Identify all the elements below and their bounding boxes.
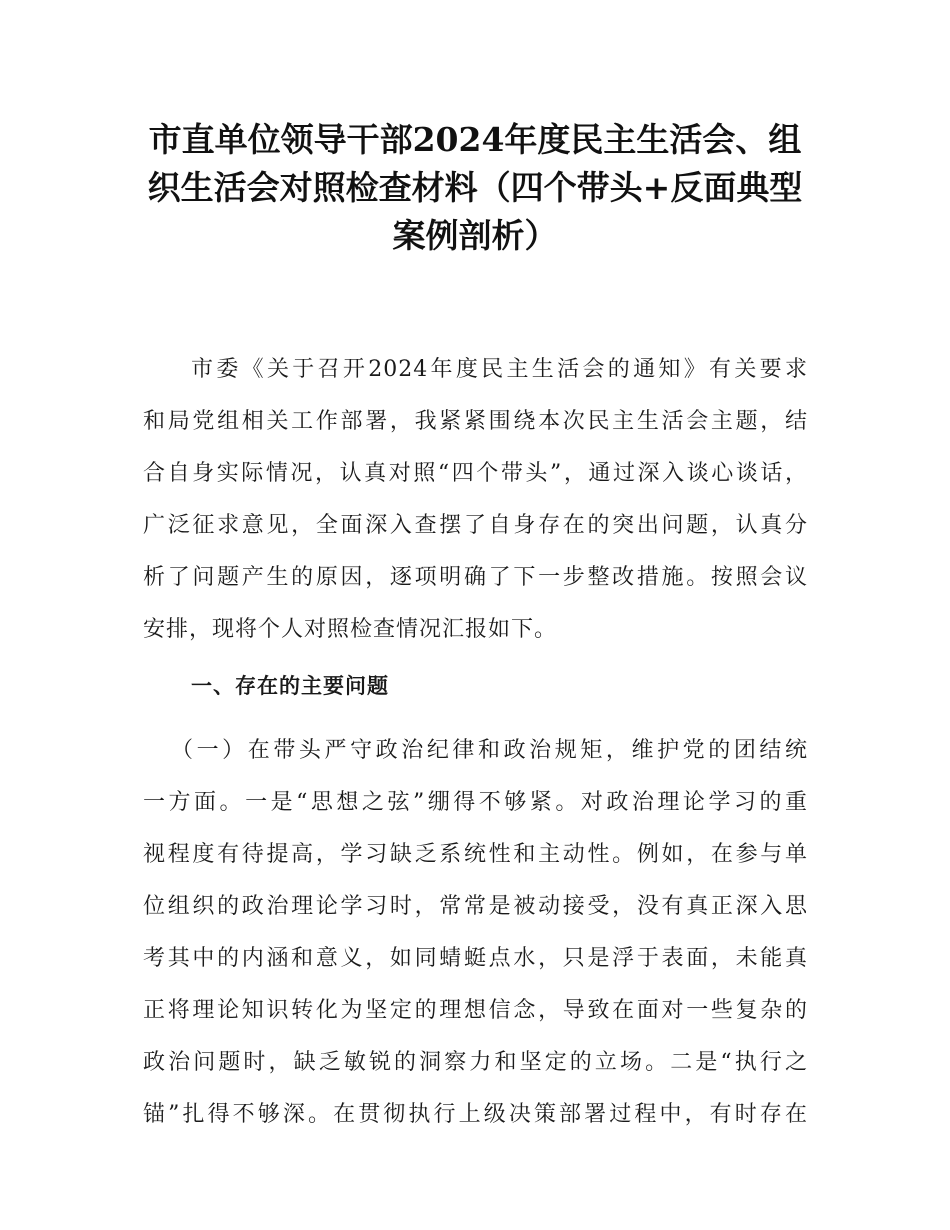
title-line: 市直单位领导干部2024年度民主生活会、组: [148, 120, 802, 159]
paragraph-line: 析了问题产生的原因，逐项明确了下一步整改措施。按照会议: [143, 565, 808, 590]
paragraph-line: 位组织的政治理论学习时，常常是被动接受，没有真正深入思: [143, 894, 808, 919]
section-paragraph: [143, 725, 808, 1141]
paragraph-line: 广泛征求意见，全面深入查摆了自身存在的突出问题，认真分: [143, 513, 808, 538]
paragraph-line: 政治问题时，缺乏敏锐的洞察力和坚定的立场。二是“执行之: [143, 1050, 808, 1075]
paragraph-line: 正将理论知识转化为坚定的理想信念，导致在面对一些复杂的: [143, 998, 808, 1023]
paragraph-line: 视程度有待提高，学习缺乏系统性和主动性。例如，在参与单: [143, 842, 808, 867]
paragraph-line: （一）在带头严守政治纪律和政治规矩，维护党的团结统: [171, 738, 808, 763]
intro-paragraph: [143, 344, 808, 656]
paragraph-line: 和局党组相关工作部署，我紧紧围绕本次民主生活会主题，结: [143, 409, 808, 434]
document-title: [140, 116, 810, 260]
paragraph-line: 考其中的内涵和意义，如同蜻蜓点水，只是浮于表面，未能真: [143, 946, 808, 971]
paragraph-line: 市委《关于召开2024年度民主生活会的通知》有关要求: [191, 357, 808, 382]
title-line: 案例剖析）: [392, 216, 558, 255]
paragraph-line: 安排，现将个人对照检查情况汇报如下。: [143, 617, 558, 642]
paragraph-line: 一方面。一是“思想之弦”绷得不够紧。对政治理论学习的重: [143, 790, 808, 815]
paragraph-line: 锚”扎得不够深。在贯彻执行上级决策部署过程中，有时存在: [143, 1102, 808, 1127]
paragraph-line: 合自身实际情况，认真对照“四个带头”，通过深入谈心谈话，: [143, 461, 808, 486]
section-heading-block: [143, 660, 808, 712]
section-heading: 一、存在的主要问题: [191, 674, 389, 698]
title-line: 织生活会对照检查材料（四个带头+反面典型: [147, 168, 803, 207]
